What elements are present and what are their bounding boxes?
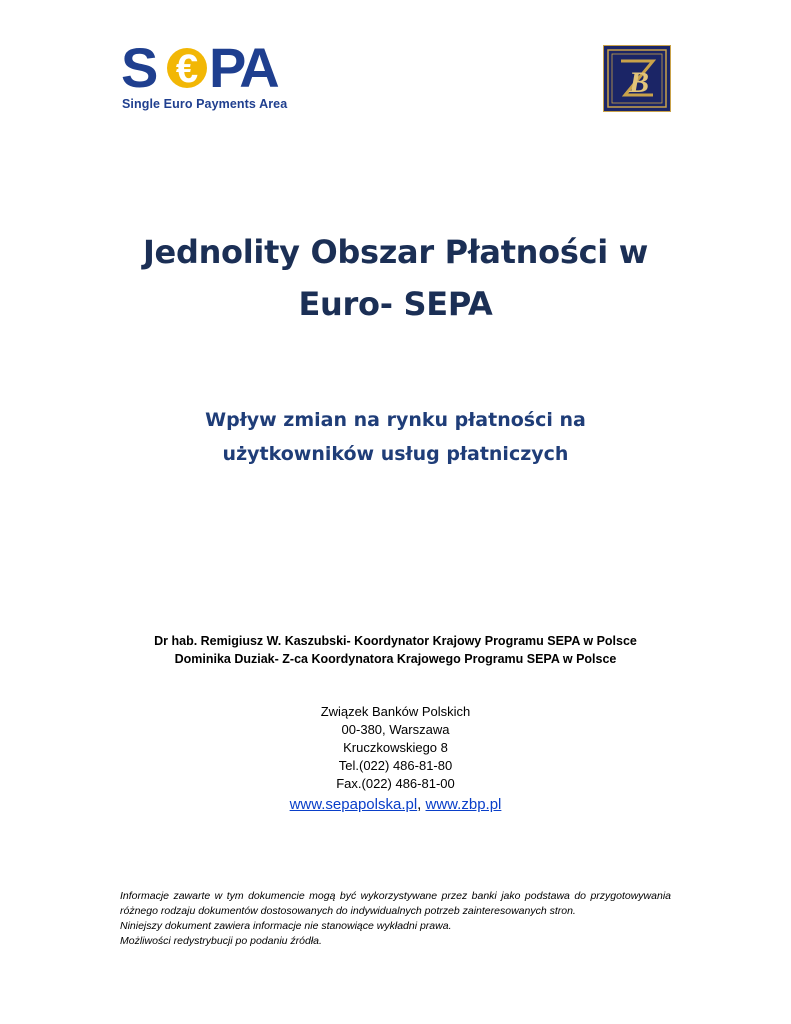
address-street: Kruczkowskiego 8 bbox=[343, 740, 448, 755]
address-block bbox=[0, 703, 791, 815]
author-line: Dominika Duziak- Z-ca Koordynatora Krajowego Programu SEPA w Polsce bbox=[174, 652, 617, 666]
links bbox=[0, 795, 791, 815]
svg-text:S: S bbox=[121, 43, 157, 93]
sepa-wordmark bbox=[121, 43, 311, 93]
disclaimer-paragraph: Informacje zawarte w tym dokumencie mogą być wykorzystywane przez banki jako podstawa do przygotowywania różnego rodzaju dokumentów dostosowanych do indywidualnych potrzeb zainteresowanych stron. bbox=[120, 890, 671, 917]
address-org: Związek Banków Polskich bbox=[320, 704, 471, 719]
document-subtitle bbox=[0, 403, 791, 471]
zbp-logo bbox=[603, 45, 671, 112]
svg-text:PA: PA bbox=[209, 43, 277, 93]
sepa-tagline: Single Euro Payments Area bbox=[122, 97, 288, 111]
author-line: Dr hab. Remigiusz W. Kaszubski- Koordynator Krajowy Programu SEPA w Polsce bbox=[154, 634, 637, 648]
address-city: 00-380, Warszawa bbox=[341, 722, 450, 737]
title-line-2: Euro- SEPA bbox=[298, 285, 493, 323]
sepa-logo bbox=[121, 43, 311, 115]
disclaimer-paragraph: Niniejszy dokument zawiera informacje nie stanowiące wykładni prawa. bbox=[120, 920, 452, 932]
subtitle-line-2: użytkowników usług płatniczych bbox=[222, 443, 569, 465]
disclaimer bbox=[120, 889, 671, 949]
title-line-1: Jednolity Obszar Płatności w bbox=[142, 233, 649, 271]
disclaimer-paragraph: Możliwości redystrybucji po podaniu źródła. bbox=[120, 935, 322, 947]
euro-icon bbox=[167, 47, 207, 91]
authors bbox=[0, 632, 791, 668]
svg-text:€: € bbox=[175, 47, 199, 91]
link-separator: , bbox=[417, 796, 426, 813]
address-tel: Tel.(022) 486-81-80 bbox=[338, 758, 453, 773]
address-fax: Fax.(022) 486-81-00 bbox=[336, 776, 455, 791]
svg-text:B: B bbox=[628, 66, 650, 99]
sepapolska-link[interactable]: www.sepapolska.pl bbox=[289, 796, 418, 813]
zbp-monogram-icon bbox=[603, 45, 671, 112]
zbp-link[interactable]: www.zbp.pl bbox=[425, 796, 502, 813]
subtitle-line-1: Wpływ zmian na rynku płatności na bbox=[205, 409, 586, 431]
document-title bbox=[0, 226, 791, 330]
